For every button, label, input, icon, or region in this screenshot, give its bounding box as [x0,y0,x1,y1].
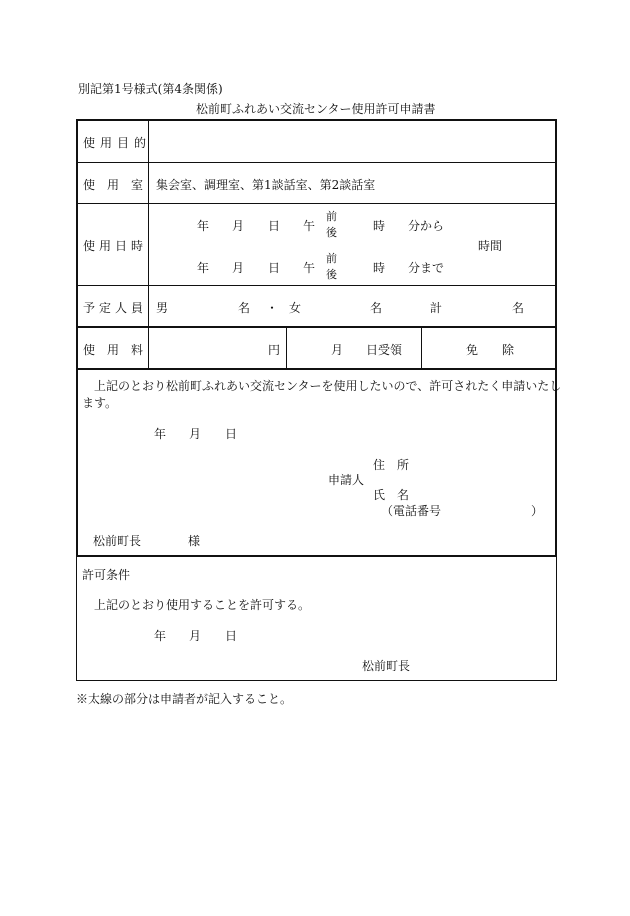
to-hour: 時 [373,261,386,275]
page-title: 松前町ふれあい交流センター使用許可申請書 [196,102,436,116]
to-pm: 後 [326,268,337,281]
fee-received: 日受領 [366,343,403,357]
female-count-unit: 名 [370,301,383,315]
border [148,119,149,369]
phone-close: ） [531,504,544,518]
border [421,326,422,369]
footnote: ※太線の部分は申請者が記入すること。 [76,692,293,706]
to-day: 日 [268,261,281,275]
permit-year: 年 [154,629,167,643]
application-year: 年 [154,427,167,441]
to-suffix: 分まで [408,261,445,275]
border [556,556,557,681]
male-count-unit: 名 [238,301,251,315]
to-month: 月 [232,261,245,275]
fee-yen: 円 [268,343,281,357]
applicant-label: 申請人 [328,473,365,487]
application-day: 日 [225,427,238,441]
male-label: 男 [156,301,169,315]
application-statement: 上記のとおり松前町ふれあい交流センターを使用したいので、許可されたく申請いたし [94,379,562,393]
room-label: 使 用 室 [83,178,144,192]
border [76,555,557,557]
from-suffix: 分から [408,219,445,233]
border [76,556,77,681]
permit-month: 月 [189,629,202,643]
form-id: 別記第1号様式(第4条関係) [78,82,223,96]
from-day: 日 [268,219,281,233]
room-value: 集会室、調理室、第1談話室、第2談話室 [156,178,376,192]
datetime-label: 使用日時 [83,239,148,253]
application-month: 月 [189,427,202,441]
phone-label: （電話番号 [381,504,442,518]
from-hour: 時 [373,219,386,233]
permit-issuer: 松前町長 [362,659,411,673]
permit-statement: 上記のとおり使用することを許可する。 [94,598,311,612]
fee-exempt: 免 除 [466,343,515,357]
honorific: 様 [188,534,201,548]
conditions-label: 許可条件 [82,568,131,582]
fee-month: 月 [331,343,344,357]
purpose-label: 使用目的 [83,136,152,150]
permit-day: 日 [225,629,238,643]
from-go: 午 [303,219,316,233]
female-label: 女 [289,301,302,315]
fee-label: 使 用 料 [83,343,144,357]
separator-dot: ・ [266,301,279,315]
address-label: 住 所 [373,458,410,472]
total-count-unit: 名 [512,301,525,315]
to-am: 前 [326,252,337,265]
border [286,326,287,369]
name-label: 氏 名 [373,488,410,502]
from-pm: 後 [326,226,337,239]
total-label: 計 [430,301,443,315]
from-am: 前 [326,210,337,223]
from-year: 年 [197,219,210,233]
border [555,119,557,557]
people-label: 予定人員 [83,301,148,315]
border [76,680,557,681]
border [76,119,78,557]
from-month: 月 [232,219,245,233]
to-go: 午 [303,261,316,275]
to-year: 年 [197,261,210,275]
application-statement-cont: ます。 [82,396,118,410]
hours-unit: 時間 [478,239,503,253]
addressee: 松前町長 [93,534,142,548]
